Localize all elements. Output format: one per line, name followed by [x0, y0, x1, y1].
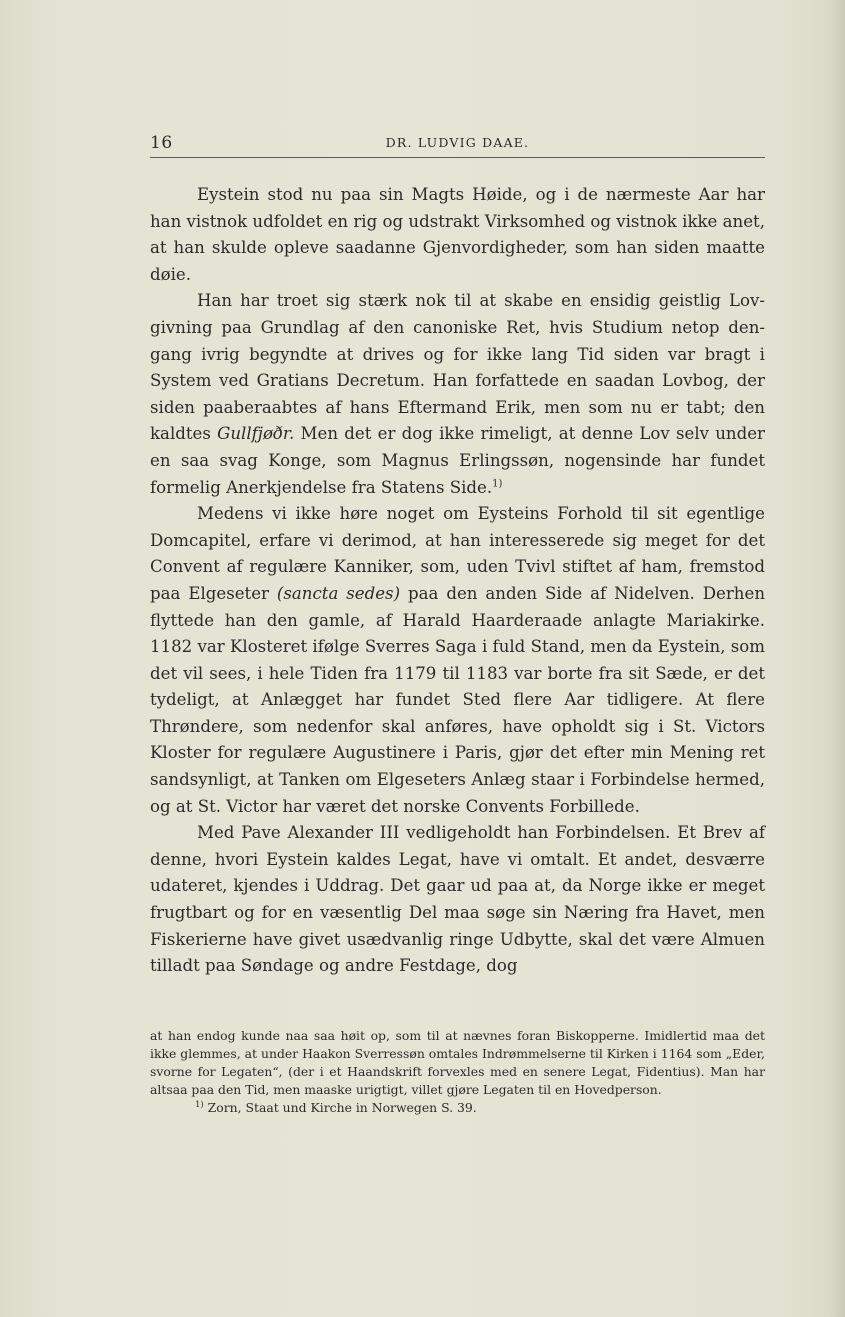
paragraph-3 [150, 501, 765, 820]
page-edge-shadow [829, 0, 845, 1317]
paragraph-1 [150, 182, 765, 288]
paragraph-text: Eystein stod nu paa sin Magts Høide, og i de nærmeste Aar har han vistnok udfoldet en rig og udstrakt Virksomhed og vistnok ikke anet, at han skulde opleve saadanne Gjenvordigheder, som han siden maatte døie. [150, 185, 765, 284]
page-number: 16 [150, 133, 173, 153]
paragraph-text: Medens vi ikke høre noget om Eysteins Forhold til sit egentlige Domcapitel, erfare vi derimod, at han interesserede sig meget for det Convent af regulære Kanniker, som, uden Tvivl stiftet af ham, fremstod paa Elgeseter [150, 504, 765, 603]
footnote-1 [150, 1099, 765, 1117]
paragraph-text: Men det er dog ikke rimeligt, at denne Lov selv under en saa svag Konge, som Magnus Erlingssøn, nogensinde har fundet formelig Anerkjendelse fra Statens Side. [150, 424, 765, 497]
paragraph-4 [150, 820, 765, 980]
footnote-marker: 1) [492, 478, 503, 489]
paragraph-text: Med Pave Alexander III vedligeholdt han Forbindelsen. Et Brev af denne, hvori Eystein kaldes Legat, have vi omtalt. Et andet, desværre udateret, kjendes i Uddrag. Det gaar ud paa at, da Norge ikke er meget frugtbart og for en væsentlig Del maa søge sin Næring fra Havet, men Fiskerierne have givet usædvanlig ringe Udbytte, skal det være Almuen tilladt paa Søndage og andre Festdage, dog [150, 823, 765, 976]
paragraph-text: paa den anden Side af Nidelven. Derhen flyttede han den gamle, af Harald Haarderaade anlagte Mariakirke. 1182 var Klosteret ifølge Sverres Saga i fuld Stand, men da Eystein, som det vil sees, i hele Tiden fra 1179 til 1183 var borte fra sit Sæde, er det tydeligt, at Anlægget har fundet Sted flere Aar tidligere. At flere Thrøndere, som nedenfor skal anføres, have opholdt sig i St. Victors Kloster for regulære Augustinere i Paris, gjør det efter min Mening ret sandsynligt, at Tanken om Elgeseters Anlæg staar i Forbindelse hermed, og at St. Victor har været det norske Convents Forbillede. [150, 583, 766, 816]
running-title: DR. LUDVIG DAAE. [385, 135, 530, 150]
paragraph-2 [150, 288, 765, 501]
footnote-number: 1) [195, 1099, 204, 1110]
footnote-continuation: at han endog kunde naa saa høit op, som til at nævnes foran Biskopperne. Imidlertid maa det ikke glemmes, at under Haakon Sverressøn omtales Indrømmelserne til Kirken i 1164 som „Eder, svorne for Legaten“, (der i et Haandskrift forvexles med en senere Legat, Fidentius). Man har altsaa paa den Tid, men maaske urigtigt, villet gjøre Legaten til en Hovedperson. [150, 1028, 765, 1097]
italic-term: Gullfjøðr. [217, 424, 295, 444]
italic-term: (sancta sedes) [276, 583, 401, 603]
page-header [150, 131, 765, 158]
body-text [150, 182, 765, 980]
paragraph-text: Han har troet sig stærk nok til at skabe en ensidig geistlig Lovgivning paa Grundlag af den canoniske Ret, hvis Studium netop dengang ivrig begyndte at drives og for ikke lang Tid siden var bragt i System ved Gratians Decretum. Han forfattede en saadan Lovbog, der siden paaberaabtes af hans Eftermand Erik, men som nu er tabt; den kaldtes [150, 291, 765, 444]
footnote-text: Zorn, Staat und Kirche in Norwegen S. 39. [203, 1100, 477, 1115]
footnotes [150, 1027, 765, 1117]
